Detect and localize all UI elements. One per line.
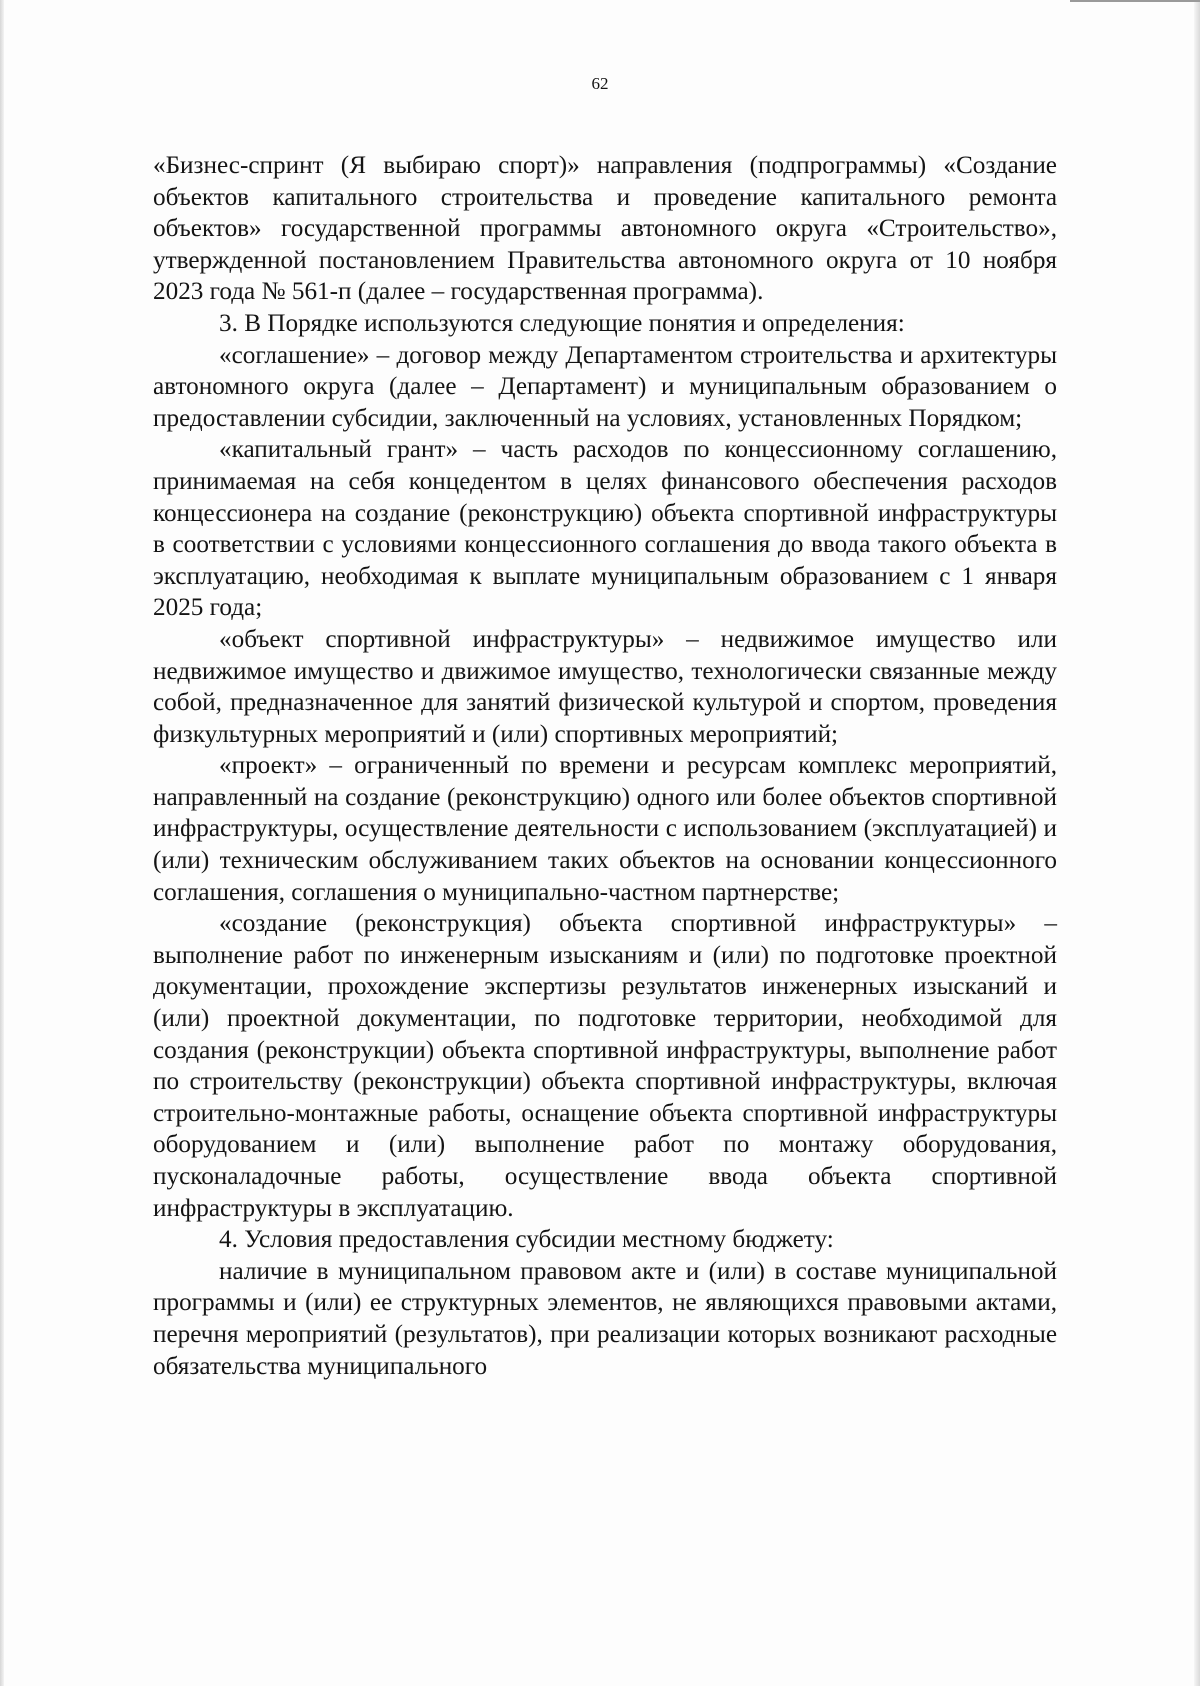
paragraph: «Бизнес-спринт (Я выбираю спорт)» направления (подпрограммы) «Создание объектов капитального строительства и проведение капитального ремонта объектов» государственной программы автономного округа «Строительство», утвержденной постановлением Правительства автономного округа от 10 ноября 2023 года № 561-п (далее – государственная программа). xyxy=(153,152,1057,306)
paragraph: «проект» – ограниченный по времени и ресурсам комплекс мероприятий, направленный на создание (реконструкцию) одного или более объектов спортивной инфраструктуры, осуществление деятельности с использованием (эксплуатацией) и (или) техническим обслуживанием таких объектов на основании концессионного соглашения, соглашения о муниципально-частном партнерстве; xyxy=(153,752,1057,906)
page-number: 62 xyxy=(591,74,609,93)
scan-edge-left xyxy=(0,0,4,1686)
document-body xyxy=(153,150,1057,1382)
paragraph: 3. В Порядке используются следующие понятия и определения: xyxy=(219,309,905,337)
scan-top-line xyxy=(1070,0,1200,2)
paragraph: «соглашение» – договор между Департаментом строительства и архитектуры автономного округа (далее – Департамент) и муниципальным образованием о предоставлении субсидии, заключенный на условиях, установленных Порядком; xyxy=(153,341,1057,432)
scan-edge-right xyxy=(1194,0,1200,1686)
paragraph: «объект спортивной инфраструктуры» – недвижимое имущество или недвижимое имущество и движимое имущество, технологически связанные между собой, предназначенное для занятий физической культурой и спортом, проведения физкультурных мероприятий и (или) спортивных мероприятий; xyxy=(153,625,1057,748)
paragraph: наличие в муниципальном правовом акте и (или) в составе муниципальной программы и (или) ее структурных элементов, не являющихся правовыми актами, перечня мероприятий (результатов), при реализации которых возникают расходные обязательства муниципального xyxy=(153,1257,1057,1380)
paragraph: «создание (реконструкция) объекта спортивной инфраструктуры» – выполнение работ по инженерным изысканиям и (или) по подготовке проектной документации, прохождение экспертизы результатов инженерных изысканий и (или) проектной документации, по подготовке территории, необходимой для создания (реконструкции) объекта спортивной инфраструктуры, выполнение работ по строительству (реконструкции) объекта спортивной инфраструктуры, включая строительно-монтажные работы, оснащение объекта спортивной инфраструктуры оборудованием и (или) выполнение работ по монтажу оборудования, пусконаладочные работы, осуществление ввода объекта спортивной инфраструктуры в эксплуатацию. xyxy=(153,910,1057,1222)
paragraph: 4. Условия предоставления субсидии местному бюджету: xyxy=(219,1226,834,1254)
paragraph: «капитальный грант» – часть расходов по концессионному соглашению, принимаемая на себя концедентом в целях финансового обеспечения расходов концессионера на создание (реконструкцию) объекта спортивной инфраструктуры в соответствии с условиями концессионного соглашения до ввода такого объекта в эксплуатацию, необходимая к выплате муниципальным образованием с 1 января 2025 года; xyxy=(153,436,1057,622)
